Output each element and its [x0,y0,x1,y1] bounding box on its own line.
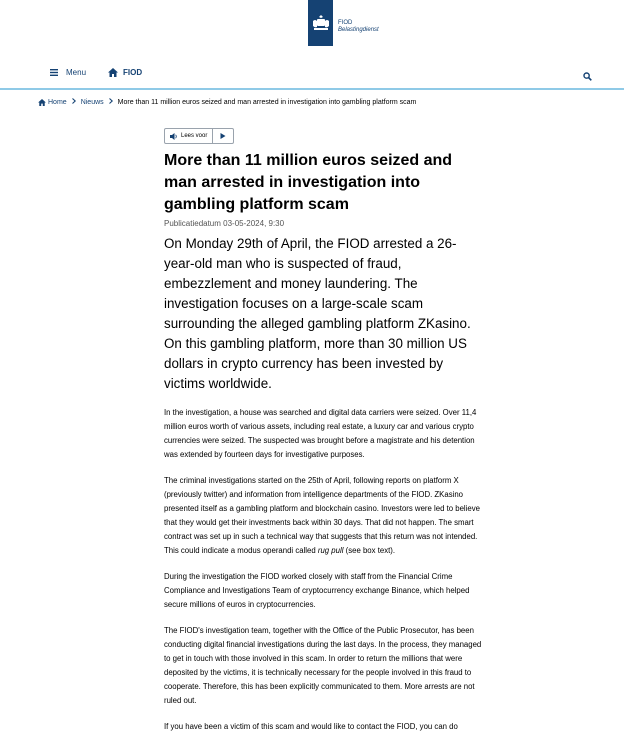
logo-text [338,20,379,34]
read-aloud-label: Lees voor [181,133,208,139]
home-icon [108,68,118,77]
nav-divider [0,88,624,90]
article-paragraph: The FIOD's investigation team, together with the Office of the Public Prosecutor, has been conducting digital financial investigations during the last days. In the process, they managed to get in touch with those involved in this scam. In order to return the millions that were deposited by the victims, it is technically necessary for the people involved in this fraud to cooperate. Therefore, this has been explicitly communicated to them. More arrests are not ruled out. [164,626,482,705]
coat-of-arms-icon [311,14,331,32]
play-icon [220,133,226,139]
read-aloud-widget [164,128,234,144]
paragraph-text: The criminal investigations started on the 25th of April, following reports on platform X (previously twitter) and information from intelligence departments of the FIOD. ZKasino presented itself as a gambling platform and blockchain casino. Investors were led to believe that they would get their investments back within 30 days. That did not happen. The smart contract was set up in such a technical way that suggests that this return was not intended. This could indicate a modus operandi called [164,476,480,555]
article [164,150,482,742]
home-nav-link[interactable] [108,68,142,77]
logo-line1: FIOD [338,20,353,26]
speaker-icon [170,133,178,140]
article-paragraph [164,474,482,558]
chevron-right-icon [72,98,76,106]
read-aloud-button[interactable] [165,129,213,143]
home-nav-label: FIOD [123,68,143,77]
rug-pull-term: rug pull [317,546,344,555]
search-icon [583,72,592,81]
breadcrumb-news[interactable]: Nieuws [80,98,104,106]
home-icon [38,99,46,106]
article-paragraph: If you have been a victim of this scam and would like to contact the FIOD, you can do [164,722,458,731]
article-paragraph: In the investigation, a house was searched and digital data carriers were seized. Over 11,4 million euros worth of various assets, including real estate, a luxury car and various crypto currencies were seized. The suspected was brought before a magistrate and his detention was extended by fourteen days for investigative purposes. [164,408,477,459]
hamburger-icon [50,69,58,76]
breadcrumb-current: More than 11 million euros seized and man arrested in investigation into gambling platform scam [117,98,417,106]
play-button[interactable] [213,129,233,143]
logo-line2: Belastingdienst [338,27,379,33]
main-navigation [0,62,624,86]
article-paragraph: During the investigation the FIOD worked closely with staff from the Financial Crime Compliance and Investigations Team of cryptocurrency exchange Binance, which helped secure millions of euros in cryptocurrencies. [164,572,470,609]
logo-emblem [308,0,333,46]
chevron-right-icon [109,98,113,106]
article-title: More than 11 million euros seized and man arrested in investigation into gambling platform scam [164,152,453,213]
menu-label: Menu [66,68,87,77]
breadcrumb [38,98,416,106]
publication-date: Publicatiedatum 03-05-2024, 9:30 [164,219,285,228]
breadcrumb-home[interactable] [38,99,67,106]
article-lead: On Monday 29th of April, the FIOD arrested a 26-year-old man who is suspected of fraud, embezzlement and money laundering. The investigation focuses on a large-scale scam surrounding the alleged gambling platform ZKasino. On this gambling platform, more than 30 million US dollars in crypto currency has been invested by victims worldwide. [164,236,471,391]
paragraph-text: (see box text). [343,546,396,555]
breadcrumb-home-label: Home [48,98,67,106]
rijksoverheid-logo[interactable] [308,0,379,46]
search-button[interactable] [583,68,592,86]
menu-button[interactable] [50,68,86,77]
